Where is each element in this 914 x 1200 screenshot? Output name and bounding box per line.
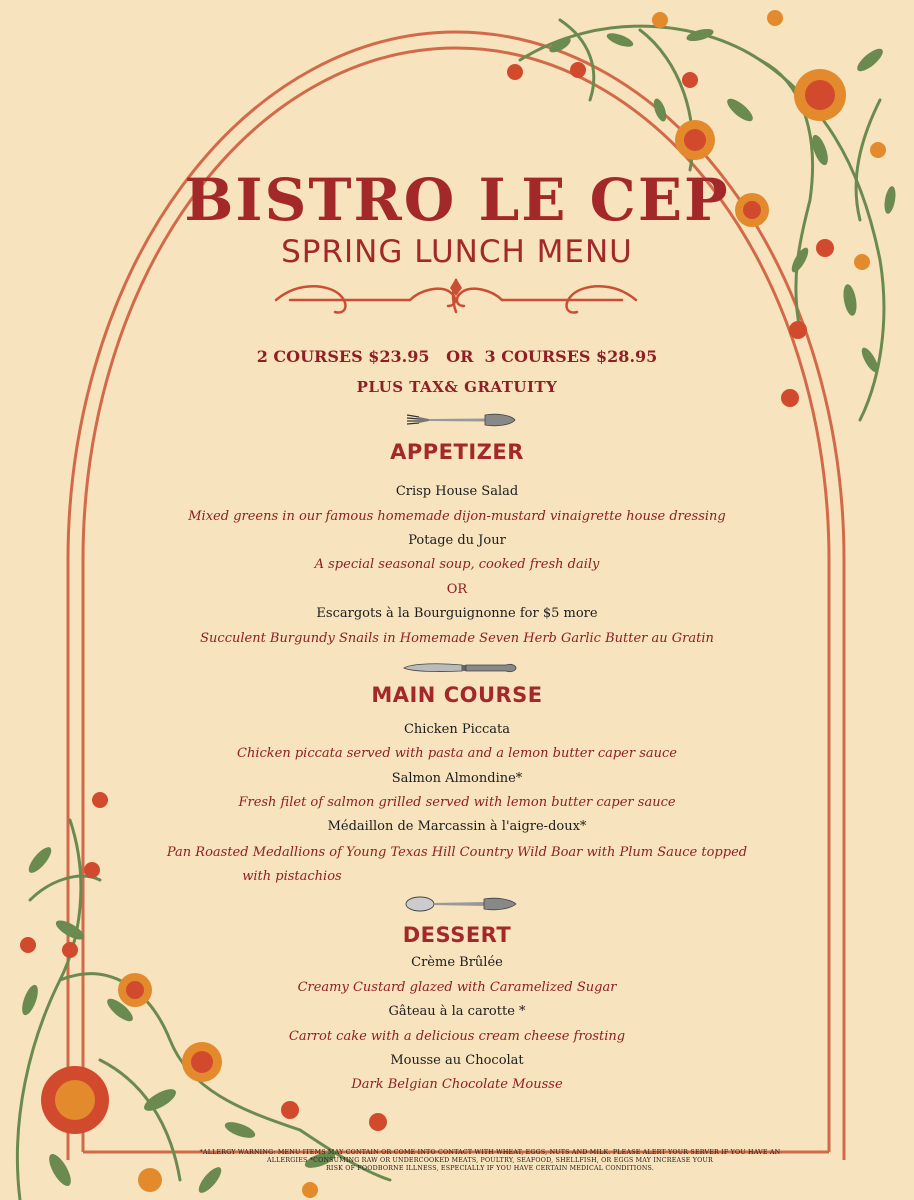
pricing-line: 2 COURSES $23.95 OR 3 COURSES $28.95 [256, 347, 658, 366]
menu-item-description: A special seasonal soup, cooked fresh daily [314, 557, 600, 572]
pricing-note: PLUS TAX& GRATUITY [356, 378, 558, 396]
menu-item-name: Crisp House Salad [395, 484, 519, 499]
menu-item-description: Fresh filet of salmon grilled served with lemon butter caper sauce [238, 795, 676, 810]
menu-item-name: Salmon Almondine* [391, 771, 523, 786]
allergy-warning-line: *ALLERGY WARNING: MENU ITEMS MAY CONTAIN OR COME INTO CONTACT WITH WHEAT, EGGS, NUTS AND MILK. PLEASE ALERT YOUR SERVER IF YOU HAVE AN [199, 1149, 781, 1156]
knife-icon [402, 660, 518, 676]
menu-item-name: Chicken Piccata [403, 722, 511, 737]
restaurant-title: BISTRO LE CEP [184, 166, 730, 234]
menu-item-name: Crème Brûlée [411, 955, 503, 970]
menu-item-description: Carrot cake with a delicious cream cheese frosting [288, 1029, 626, 1044]
allergy-warning-line: RISK OF FOODBORNE ILLNESS, ESPECIALLY IF YOU HAVE CERTAIN MEDICAL CONDITIONS. [325, 1165, 655, 1172]
menu-subtitle: SPRING LUNCH MENU [281, 234, 633, 270]
menu-item-description: Dark Belgian Chocolate Mousse [351, 1077, 563, 1092]
menu-item-description: Mixed greens in our famous homemade dijon-mustard vinaigrette house dressing [188, 509, 726, 524]
menu-item-description: Succulent Burgundy Snails in Homemade Seven Herb Garlic Butter au Gratin [200, 631, 714, 646]
section-heading-dessert: DESSERT [402, 923, 512, 947]
fork-icon [405, 411, 517, 429]
section-heading-main-course: MAIN COURSE [371, 683, 543, 707]
menu-item-description: Chicken piccata served with pasta and a lemon butter caper sauce [237, 746, 677, 761]
menu-item-name: Gâteau à la carotte * [388, 1004, 526, 1019]
allergy-warning [120, 1149, 860, 1173]
menu-item-name: Médaillon de Marcassin à l'aigre-doux* [327, 819, 587, 834]
spoon-icon [404, 894, 518, 914]
menu-item-description: Creamy Custard glazed with Caramelized Sugar [297, 980, 617, 995]
menu-item-name: Potage du Jour [408, 533, 506, 548]
section-heading-appetizer: APPETIZER [390, 440, 524, 464]
menu-item-description-continued [0, 869, 914, 884]
menu-item-name: Mousse au Chocolat [390, 1053, 524, 1068]
menu-item-description: Pan Roasted Medallions of Young Texas Hill Country Wild Boar with Plum Sauce topped [166, 845, 748, 860]
or-separator: OR [446, 582, 468, 597]
allergy-warning-line: ALLERGIES *CONSUMING RAW OR UNDERCOOKED MEATS, POULTRY, SEAFOOD, SHELLFISH, OR EGGS MAY INCREASE YOUR [267, 1157, 713, 1164]
description-continuation: with pistachios [242, 869, 342, 884]
menu-item-name: Escargots à la Bourguignonne for $5 more [316, 606, 598, 621]
